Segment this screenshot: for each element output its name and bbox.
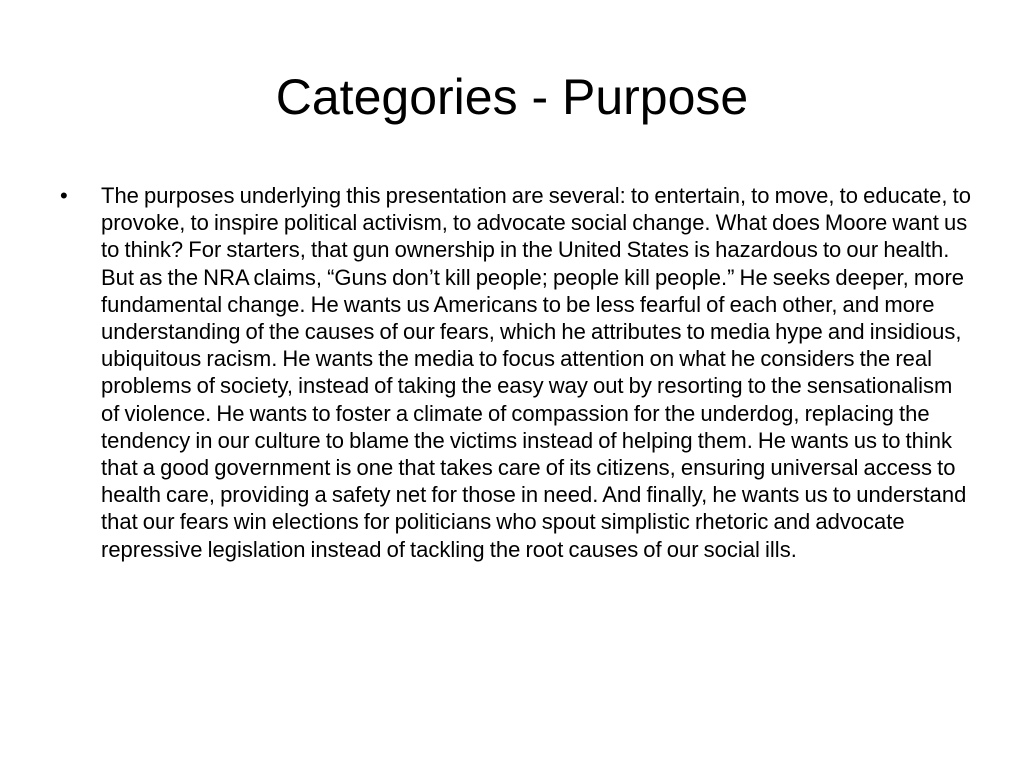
slide-body xyxy=(60,182,975,563)
bullet-marker: • xyxy=(60,183,68,208)
slide-title: Categories - Purpose xyxy=(275,69,749,125)
bullet-item xyxy=(60,182,975,563)
bullet-text: The purposes underlying this presentation are several: to entertain, to move, to educate, to provoke, to inspire political activism, to advocate social change. What does Moore want us to think? For starters, that gun ownership in the United States is hazardous to our health. But as the NRA claims, “Guns don’t kill people; people kill people.” He seeks deeper, more fundamental change. He wants us Americans to be less fearful of each other, and more understanding of the causes of our fears, which he attributes to media hype and insidious, ubiquitous racism. He wants the media to focus attention on what he considers the real problems of society, instead of taking the easy way out by resorting to the sensationalism of violence. He wants to foster a climate of compassion for the underdog, replacing the tendency in our culture to blame the victims instead of helping them. He wants us to think that a good government is one that takes care of its citizens, ensuring universal access to health care, providing a safety net for those in need. And finally, he wants us to understand that our fears win elections for politicians who spout simplistic rhetoric and advocate repressive legislation instead of tackling the root causes of our social ills. xyxy=(101,183,971,562)
